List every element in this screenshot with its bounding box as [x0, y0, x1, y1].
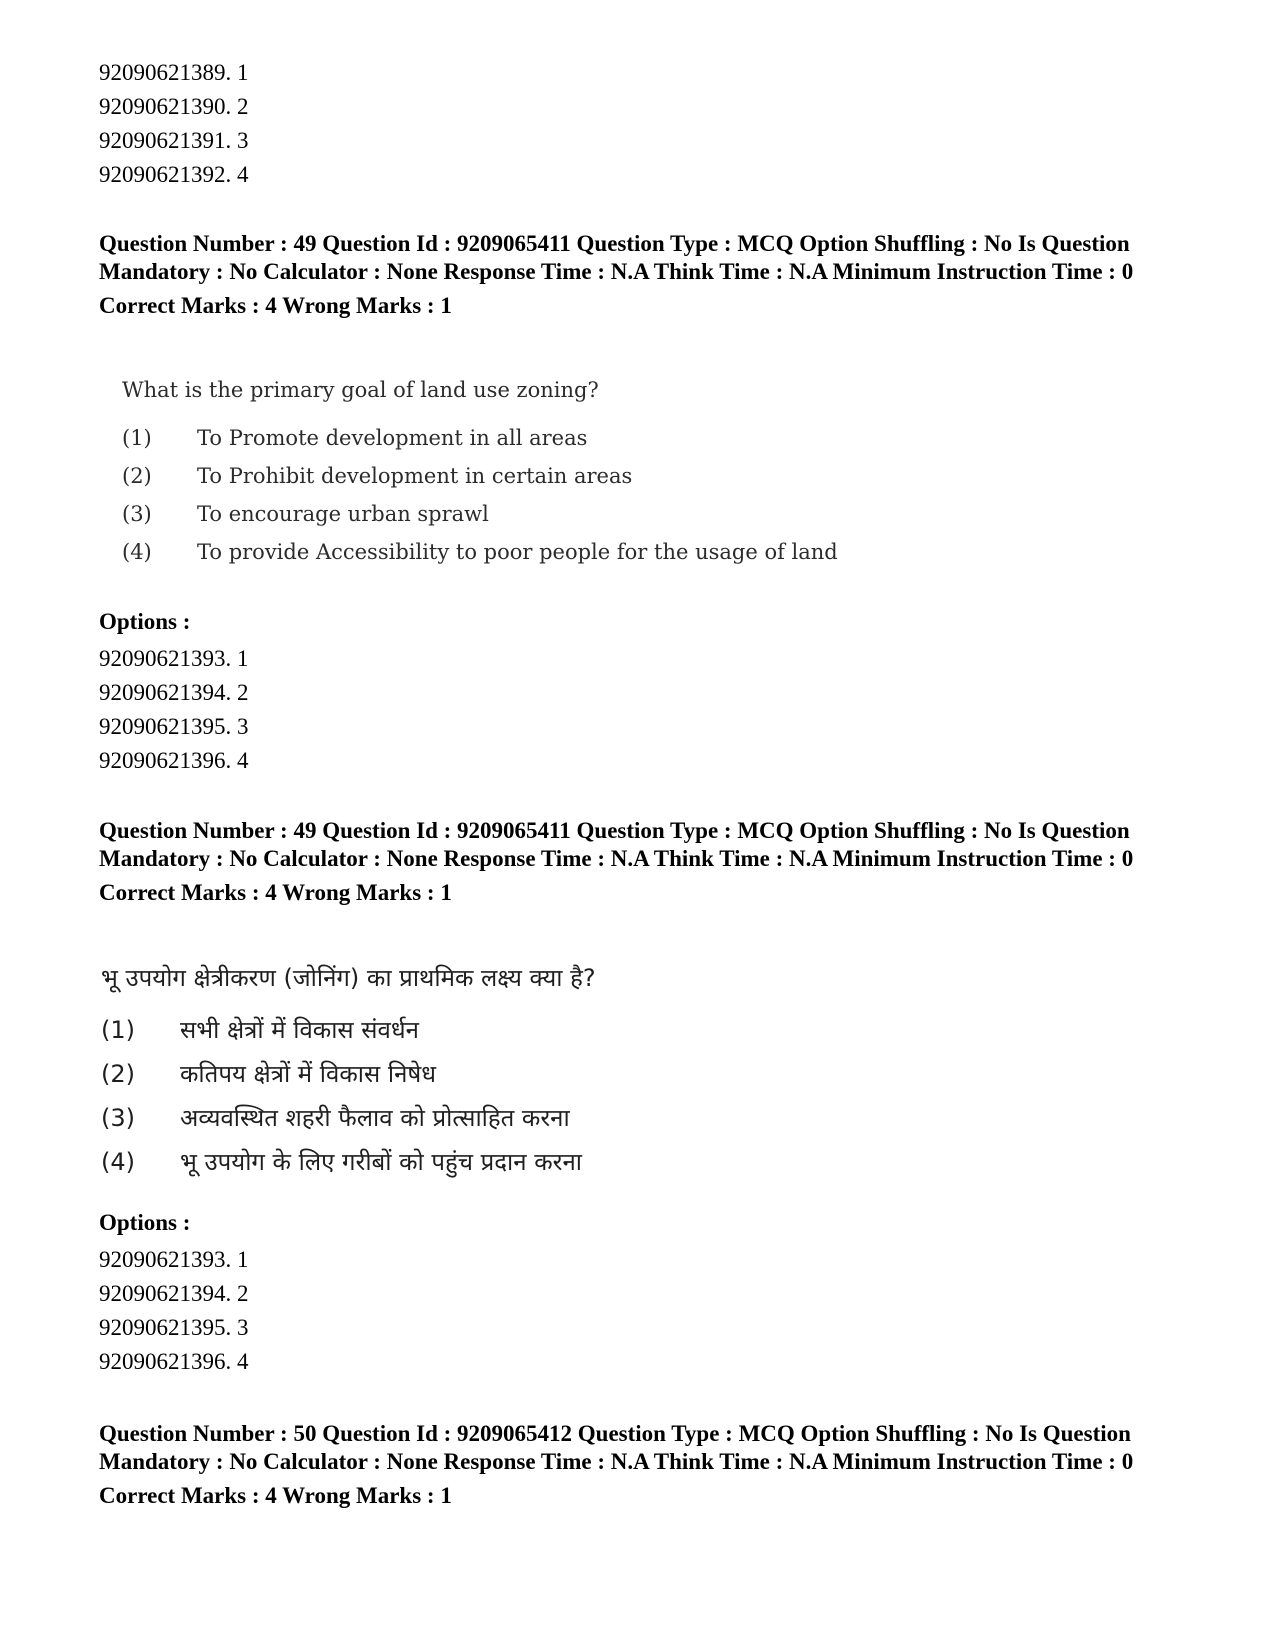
choice-number: (3) [101, 1104, 135, 1132]
choice-text: सभी क्षेत्रों में विकास संवर्धन [180, 1016, 419, 1044]
option-line: 92090621391. 3 [99, 128, 249, 153]
choice-number: (2) [122, 464, 152, 488]
question-body [101, 960, 596, 1188]
question-marks: Correct Marks : 4 Wrong Marks : 1 [99, 1483, 452, 1508]
choice-number: (1) [122, 426, 152, 450]
options-list [99, 642, 249, 778]
question-meta: Question Number : 49 Question Id : 9209065411 Question Type : MCQ Option Shuffling : No Is Question Mandatory : No Calculator : None Response Time : N.A Think Time : N.A Minimum Instruction Time : 0 [99, 231, 1134, 284]
answer-choice [101, 1012, 596, 1056]
option-line: 92090621394. 2 [99, 680, 249, 705]
option-line: 92090621396. 4 [99, 1349, 249, 1374]
answer-choice [122, 461, 838, 499]
answer-choice [101, 1144, 596, 1188]
question-meta: Question Number : 50 Question Id : 9209065412 Question Type : MCQ Option Shuffling : No Is Question Mandatory : No Calculator : None Response Time : N.A Think Time : N.A Minimum Instruction Time : 0 [99, 1421, 1134, 1474]
answer-choice [101, 1100, 596, 1144]
question-marks: Correct Marks : 4 Wrong Marks : 1 [99, 293, 452, 318]
choice-text: To Prohibit development in certain areas [197, 464, 633, 488]
choice-text: To provide Accessibility to poor people for the usage of land [197, 540, 838, 564]
choice-text: To encourage urban sprawl [197, 502, 489, 526]
question-marks: Correct Marks : 4 Wrong Marks : 1 [99, 880, 452, 905]
question-header [99, 817, 1179, 907]
question-stem: What is the primary goal of land use zoning? [122, 378, 599, 402]
option-line: 92090621395. 3 [99, 714, 249, 739]
answer-choice [122, 423, 838, 461]
answer-choice [101, 1056, 596, 1100]
options-list [99, 1243, 249, 1379]
option-line: 92090621394. 2 [99, 1281, 249, 1306]
question-stem: भू उपयोग क्षेत्रीकरण (जोनिंग) का प्राथमिक लक्ष्य क्या है? [101, 964, 596, 992]
options-label: Options : [99, 1210, 191, 1235]
option-line: 92090621396. 4 [99, 748, 249, 773]
question-header [99, 230, 1179, 320]
choice-text: अव्यवस्थित शहरी फैलाव को प्रोत्साहित करना [180, 1104, 570, 1132]
question-header [99, 1420, 1179, 1510]
option-line: 92090621393. 1 [99, 646, 249, 671]
option-line: 92090621389. 1 [99, 60, 249, 85]
choice-number: (2) [101, 1060, 135, 1088]
answer-choice [122, 537, 838, 575]
choice-number: (4) [101, 1148, 135, 1176]
choice-number: (4) [122, 540, 152, 564]
choice-text: कतिपय क्षेत्रों में विकास निषेध [180, 1060, 437, 1088]
question-meta: Question Number : 49 Question Id : 9209065411 Question Type : MCQ Option Shuffling : No Is Question Mandatory : No Calculator : None Response Time : N.A Think Time : N.A Minimum Instruction Time : 0 [99, 818, 1134, 871]
choice-number: (1) [101, 1016, 135, 1044]
option-line: 92090621390. 2 [99, 94, 249, 119]
answer-choice [122, 499, 838, 537]
choice-number: (3) [122, 502, 152, 526]
option-line: 92090621392. 4 [99, 162, 249, 187]
question-body [122, 375, 838, 575]
options-label: Options : [99, 609, 191, 634]
option-line: 92090621395. 3 [99, 1315, 249, 1340]
choice-text: To Promote development in all areas [197, 426, 588, 450]
choice-text: भू उपयोग के लिए गरीबों को पहुंच प्रदान करना [180, 1148, 582, 1176]
previous-question-options [99, 56, 249, 192]
option-line: 92090621393. 1 [99, 1247, 249, 1272]
